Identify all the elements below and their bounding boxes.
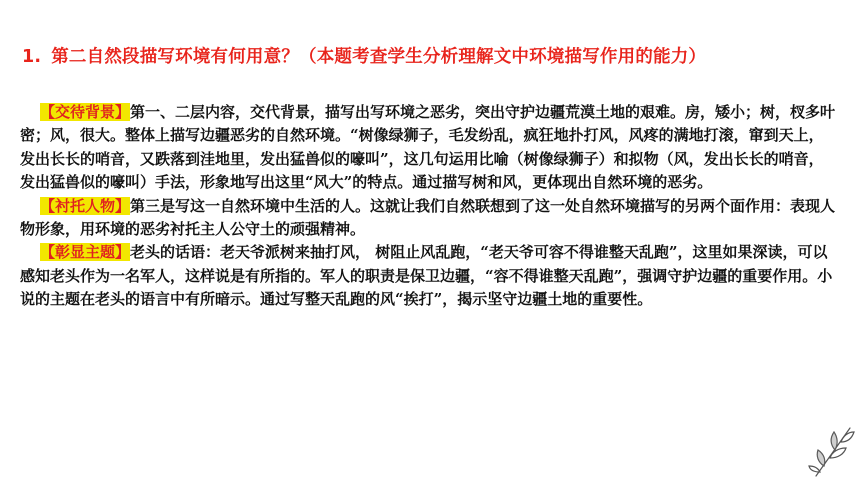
- question-number: 1.: [22, 47, 42, 67]
- section-character: [20, 195, 838, 242]
- answer-content: [20, 101, 838, 312]
- tag-background: 【交待背景】: [40, 103, 131, 121]
- section-background: [20, 101, 838, 195]
- top-rule: [0, 0, 860, 3]
- section-background-text: 第一、二层内容，交代背景，描写出写环境之恶劣，突出守护边疆荒漠土地的艰难。房，矮小；树，杈多叶密；风，很大。整体上描写边疆恶劣的自然环境。“树像绿狮子，毛发纷乱，疯狂地扑打风，风疼的满地打滚，窜到天上，发出长长的哨音，又跌落到洼地里，发出猛兽似的嚎叫”，这几句运用比喻（树像绿狮子）和拟物（风，发出长长的哨音，发出猛兽似的嚎叫）手法，形象地写出这里“风大”的特点。通过描写树和风，更体现出自然环境的恶劣。: [20, 103, 836, 192]
- question-heading: [22, 43, 852, 68]
- section-character-text: 第三是写这一自然环境中生活的人。这就让我们自然联想到了这一处自然环境描写的另两个面作用：表现人物形象，用环境的恶劣衬托主人公守土的顽强精神。: [20, 196, 836, 239]
- section-theme: [20, 241, 838, 311]
- section-theme-text: 老头的话语：老天爷派树来抽打风， 树阻止风乱跑，“老天爷可容不得谁整天乱跑”，这里如果深读，可以感知老头作为一名军人，这样说是有所指的。军人的职责是保卫边疆，“容不得谁整天乱跑”，强调守护边疆的重要作用。小说的主题在老头的语言中有所暗示。通过写整天乱跑的风“挨打”，揭示坚守边疆土地的重要性。: [20, 243, 833, 309]
- question-text: 第二自然段描写环境有何用意？（本题考查学生分析理解文中环境描写作用的能力）: [51, 47, 707, 67]
- leaf-sketch-icon: [808, 422, 856, 480]
- tag-theme: 【彰显主题】: [40, 243, 131, 262]
- tag-character: 【衬托人物】: [40, 196, 131, 215]
